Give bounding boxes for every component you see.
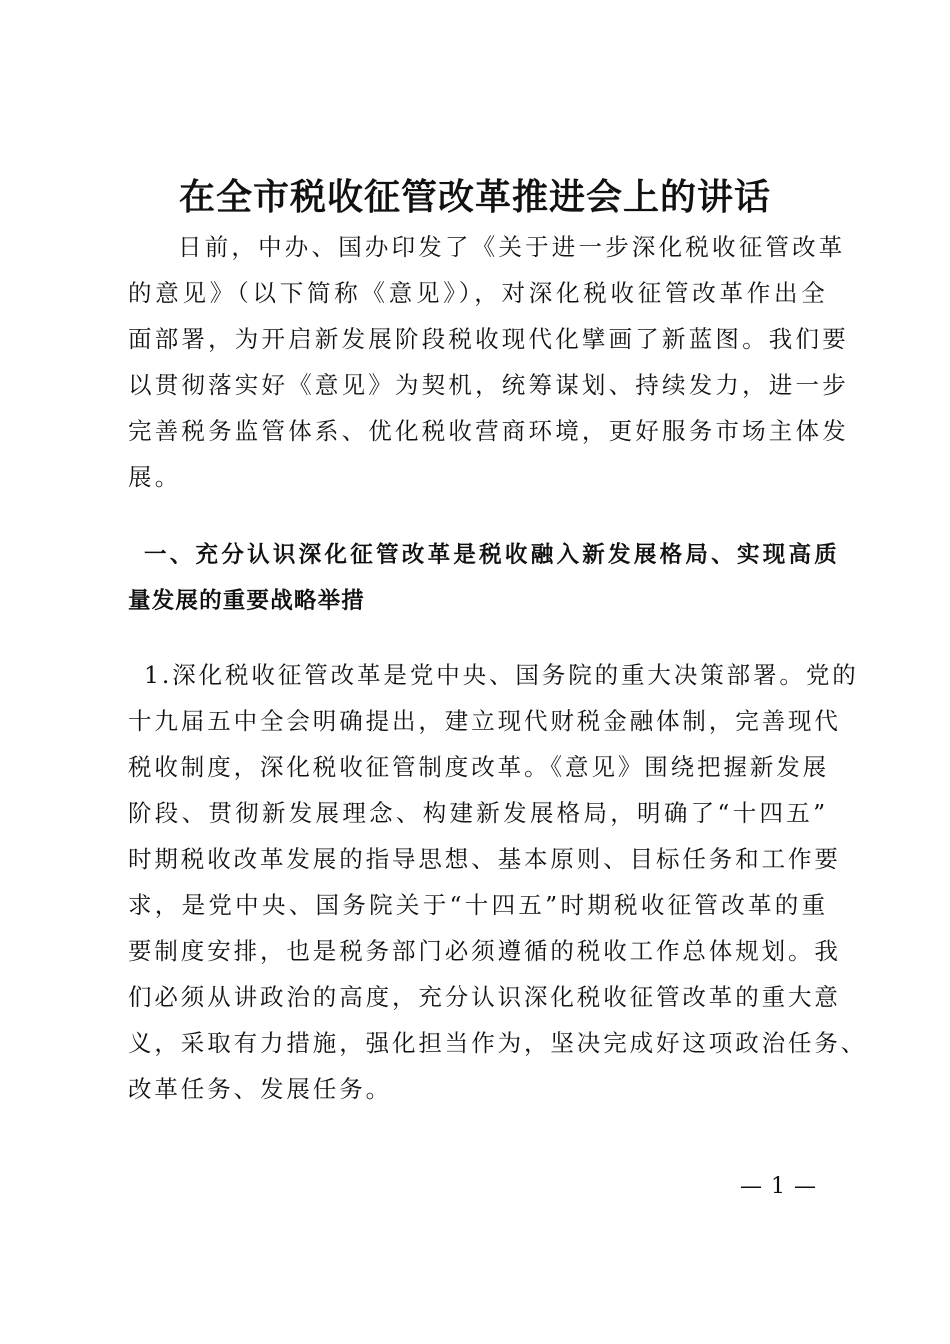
section-body-line: 十九届五中全会明确提出，建立现代财税金融体制，完善现代 (128, 707, 841, 735)
intro-line: 以贯彻落实好《意见》为契机，统筹谋划、持续发力，进一步 (128, 371, 849, 399)
document-title: 在全市税收征管改革推进会上的讲话 (178, 176, 771, 218)
section-body-line: 阶段、贯彻新发展理念、构建新发展格局，明确了“十四五” (128, 799, 828, 827)
section-body-line: 1.深化税收征管改革是党中央、国务院的重大决策部署。党的 (144, 661, 859, 689)
intro-line: 面部署，为开启新发展阶段税收现代化擘画了新蓝图。我们要 (128, 325, 849, 353)
section-body-line: 改革任务、发展任务。 (128, 1075, 392, 1103)
intro-line: 展。 (128, 463, 182, 491)
section-heading-line: 一、充分认识深化征管改革是税收融入新发展格局、实现高质 (144, 542, 838, 568)
section-body-paragraph (128, 652, 868, 1112)
section-body-line: 时期税收改革发展的指导思想、基本原则、目标任务和工作要 (128, 845, 841, 873)
intro-line: 的意见》（以下简称《意见》），对深化税收征管改革作出全 (128, 279, 828, 307)
section-heading (128, 532, 838, 624)
section-body-line: 义，采取有力措施，强化担当作为，坚决完成好这项政治任务、 (128, 1029, 868, 1057)
section-body-line: 税收制度，深化税收征管制度改革。《意见》围绕把握新发展 (128, 753, 830, 781)
page-number: — 1 — (740, 1174, 817, 1199)
section-body-line: 们必须从讲政治的高度，充分认识深化税收征管改革的重大意 (128, 983, 841, 1011)
section-heading-line: 量发展的重要战略举措 (128, 588, 366, 614)
intro-line: 日前，中办、国办印发了《关于进一步深化税收征管改革 (178, 233, 846, 261)
section-body-line: 求，是党中央、国务院关于“十四五”时期税收征管改革的重 (128, 891, 828, 919)
intro-paragraph (128, 224, 849, 500)
section-body-line: 要制度安排，也是税务部门必须遵循的税收工作总体规划。我 (128, 937, 841, 965)
intro-line: 完善税务监管体系、优化税收营商环境，更好服务市场主体发 (128, 417, 849, 445)
